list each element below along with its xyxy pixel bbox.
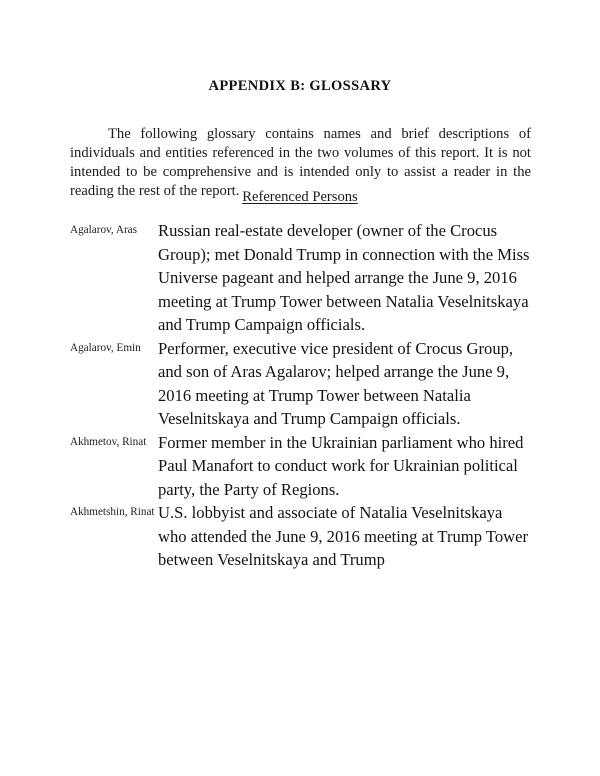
glossary-entry xyxy=(0,501,600,572)
glossary-entry xyxy=(0,219,600,337)
page-title: APPENDIX B: GLOSSARY xyxy=(208,78,392,94)
glossary-term: Akhmetov, Rinat xyxy=(70,435,147,448)
glossary-term: Agalarov, Emin xyxy=(70,341,141,354)
glossary-entry xyxy=(0,431,600,502)
section-heading xyxy=(0,189,600,206)
intro-paragraph: The following glossary contains names and brief descriptions of individuals and entities referenced in the two volumes of this report. It is not intended to be comprehensive and is intended only to assist a reader in the reading the rest of the report. xyxy=(70,125,531,200)
glossary-entry xyxy=(0,337,600,431)
glossary-description: Former member in the Ukrainian parliament who hired Paul Manafort to conduct work for Ukrainian political party, the Party of Regions. xyxy=(158,432,524,499)
glossary-list xyxy=(0,219,600,572)
glossary-description: Russian real-estate developer (owner of the Crocus Group); met Donald Trump in connection with the Miss Universe pageant and helped arrange the June 9, 2016 meeting at Trump Tower between Natalia Veselnitskaya and Trump Campaign officials. xyxy=(158,221,530,334)
section-heading-label: Referenced Persons xyxy=(242,189,358,205)
glossary-term: Akhmetshin, Rinat xyxy=(70,506,155,518)
glossary-term: Agalarov, Aras xyxy=(70,224,137,236)
glossary-description: U.S. lobbyist and associate of Natalia Veselnitskaya who attended the June 9, 2016 meeting at Trump Tower between Veselnitskaya and Trump xyxy=(158,503,528,569)
glossary-description: Performer, executive vice president of Crocus Group, and son of Aras Agalarov; helped arrange the June 9, 2016 meeting at Trump Tower between Natalia Veselnitskaya and Trump Campaign officials. xyxy=(158,338,514,428)
